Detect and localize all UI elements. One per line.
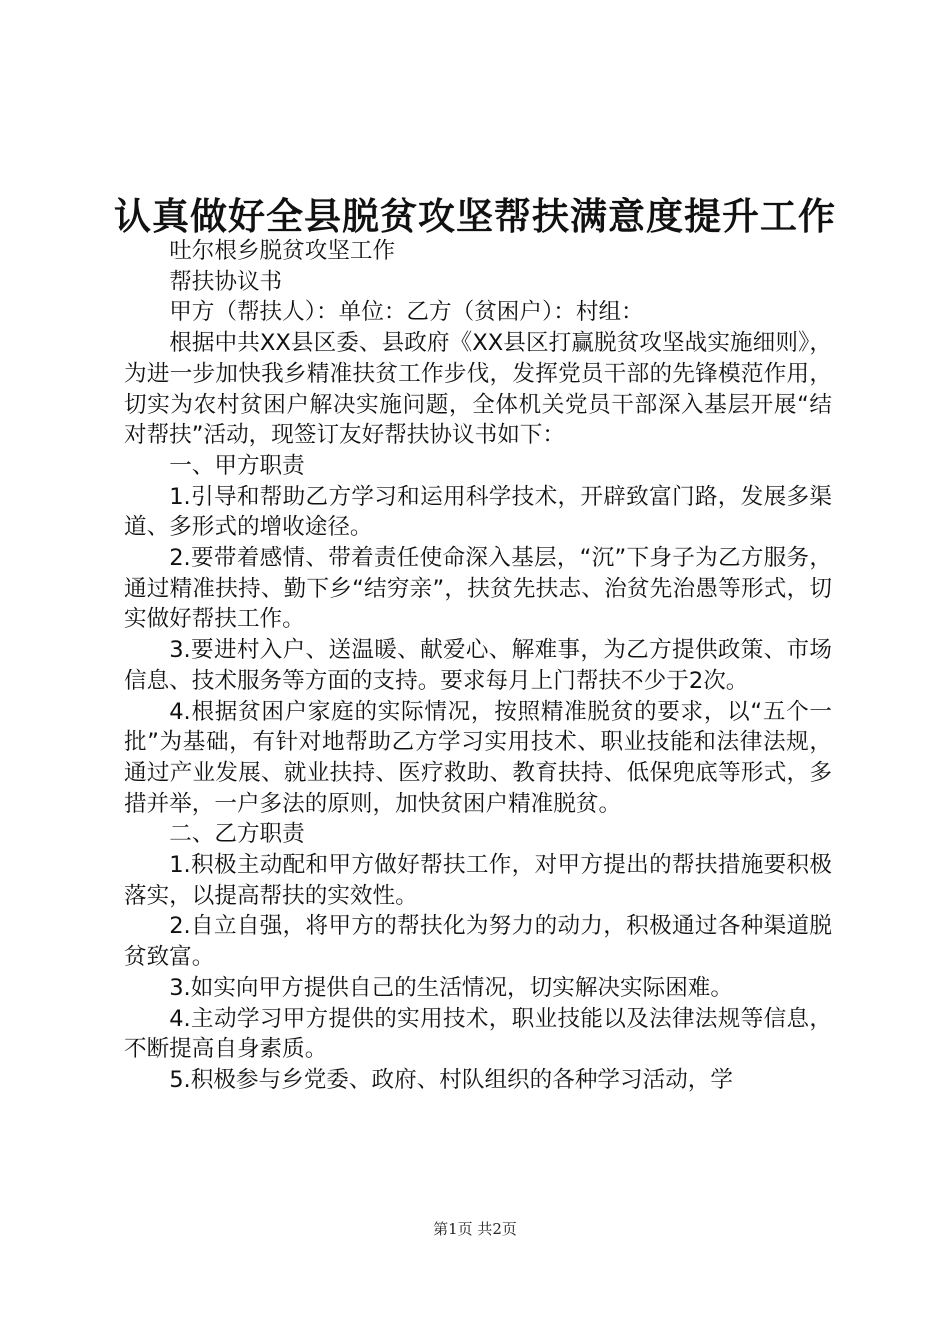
body-paragraph: 1.积极主动配和甲方做好帮扶工作，对甲方提出的帮扶措施要积极落实，以提高帮扶的实效性。 <box>124 852 832 909</box>
section-heading: 二、乙方职责 <box>169 821 305 848</box>
body-paragraph: 3.要进村入户、送温暖、献爱心、解难事，为乙方提供政策、市场信息、技术服务等方面的支持。要求每月上门帮扶不少于2次。 <box>124 637 832 694</box>
document-body <box>124 236 832 1096</box>
body-paragraph: 4.主动学习甲方提供的实用技术，职业技能以及法律法规等信息，不断提高自身素质。 <box>124 1005 832 1063</box>
body-paragraph: 帮扶协议书 <box>169 268 283 295</box>
body-paragraph: 2.自立自强，将甲方的帮扶化为努力的动力，积极通过各种渠道脱贫致富。 <box>124 913 832 971</box>
body-paragraph: 3.如实向甲方提供自己的生活情况，切实解决实际困难。 <box>169 974 733 1001</box>
body-paragraph: 4.根据贫困户家庭的实际情况，按照精准脱贫的要求，以“五个一批”为基础，有针对地帮助乙方学习实用技术、职业技能和法律法规，通过产业发展、就业扶持、医疗救助、教育扶持、低保兜底等形式，多措并举，一户多法的原则，加快贫困户精准脱贫。 <box>124 698 832 817</box>
document-title: 认真做好全县脱贫攻坚帮扶满意度提升工作 <box>114 194 836 238</box>
body-paragraph: 5.积极参与乡党委、政府、村队组织的各种学习活动，学 <box>169 1066 733 1093</box>
body-paragraph: 2.要带着感情、带着责任使命深入基层，“沉”下身子为乙方服务，通过精准扶持、勤下乡“结穷亲”，扶贫先扶志、治贫先治愚等形式，切实做好帮扶工作。 <box>124 545 832 633</box>
body-paragraph: 吐尔根乡脱贫攻坚工作 <box>169 238 396 264</box>
section-heading: 一、甲方职责 <box>169 452 305 479</box>
page-footer: 第1页 共2页 <box>433 1220 517 1238</box>
body-paragraph: 1.引导和帮助乙方学习和运用科学技术，开辟致富门路，发展多渠道、多形式的增收途径。 <box>124 483 832 541</box>
body-paragraph: 甲方（帮扶人）：单位：乙方（贫困户）：村组： <box>169 299 644 326</box>
body-paragraph: 根据中共XX县区委、县政府《XX县区打赢脱贫攻坚战实施细则》，为进一步加快我乡精准扶贫工作步伐，发挥党员干部的先锋模范作用，切实为农村贫困户解决实施问题，全体机关党员干部深入基层开展“结对帮扶”活动，现签订友好帮扶协议书如下： <box>124 330 832 449</box>
